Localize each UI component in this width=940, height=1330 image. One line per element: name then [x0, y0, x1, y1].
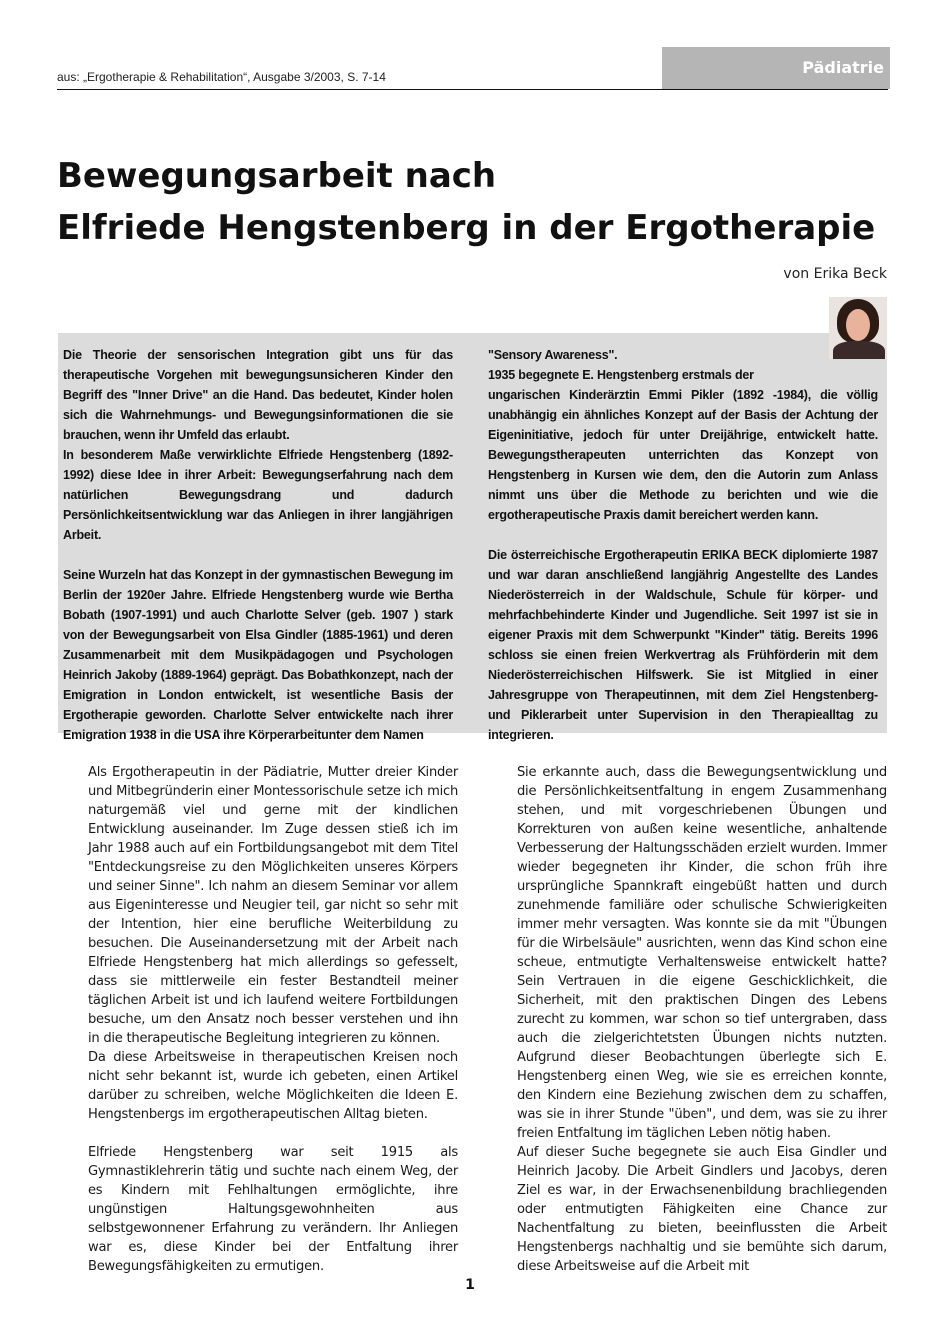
body-paragraph: Elfriede Hengstenberg war seit 1915 als Gymnastiklehrerin tätig und suchte nach einem Weg, der es Kindern mit Fehlhaltungen ermöglichte, ihre ungünstigen Haltungsgewohnheiten aus selbstgewonnener Erfahrung zu verändern. Ihr Anliegen war es, diese Kinder bei der Entfaltung ihrer Bewegungsfähigkeiten zu ermutigen. [88, 1145, 458, 1274]
abstract-paragraph: 1935 begegnete E. Hengstenberg erstmals der [488, 368, 754, 382]
abstract-paragraph: Die österreichische Ergotherapeutin ERIKA BECK diplomierte 1987 und war daran anschließend langjährig Angestellte des Landes Niederösterreich in der Waldschule, Schule für körper- und mehrfachbehinderte Kinder und Jugendliche. Seit 1997 ist sie in eigener Praxis mit dem Schwerpunkt "Kinder" tätig. Bereits 1996 schloss sie einen freien Werkvertrag als Frühförderin mit dem Niederösterreichischen Hilfswerk. Sie ist Mitglied in einer Jahresgruppe von Therapeutinnen, mit dem Ziel Hengstenberg- und Piklerarbeit unter Supervision in den Therapiealltag zu integrieren. [488, 548, 878, 742]
body-paragraph: Als Ergotherapeutin in der Pädiatrie, Mutter dreier Kinder und Mitbegründerin einer Montessorischule setze ich mich naturgemäß viel und gerne mit der kindlichen Entwicklung auseinander. Im Zuge dessen stieß ich im Jahr 1988 auch auf ein Fortbildungsangebot mit dem Titel "Entdeckungsreise zu den Möglichkeiten unseres Körpers und seiner Sinne". Ich nahm an diesem Seminar vor allem aus Eigeninteresse und Neugier teil, gar nicht so sehr mit der Intention, hier eine berufliche Weiterbildung zu besuchen. Die Auseinandersetzung mit der Arbeit nach Elfriede Hengstenberg hat mich allerdings so gefesselt, dass sie mittlerweile ein fester Bestandteil meiner täglichen Arbeit ist und ich laufend weitere Fortbildungen besuche, um den Ansatz noch besser verstehen und ihn in die therapeutische Begleitung integrieren zu können. [88, 765, 458, 1046]
page-number: 1 [465, 1277, 475, 1293]
body-paragraph: Da diese Arbeitsweise in therapeutischen Kreisen noch nicht sehr bekannt ist, wurde ich gebeten, einen Artikel darüber zu schreiben, welche Möglichkeiten die Ideen E. Hengstenbergs im ergotherapeutischen Alltag bieten. [88, 1050, 458, 1122]
source-citation: aus: „Ergotherapie & Rehabilitation“, Ausgabe 3/2003, S. 7-14 [57, 70, 386, 84]
title-line-2: Elfriede Hengstenberg in der Ergotherapie [57, 208, 876, 248]
body-paragraph: Sie erkannte auch, dass die Bewegungsentwicklung und die Persönlichkeitsentfaltung in engem Zusammenhang stehen, und mit vorgeschriebenen Übungen und Korrekturen von außen keine wesentliche, anhaltende Verbesserung der Haltungsschäden erzielt wurden. Immer wieder begegneten ihr Kinder, die schon früh ihre ursprüngliche Spannkraft eingebüßt hatten und durch zunehmende familiäre oder schulische Schwierigkeiten immer mehr versagten. Was konnte sie da mit "Übungen für die Wirbelsäule" ausrichten, wenn das Kind schon eine scheue, entmutigte Verhaltensweise entwickelt hatte? Sein Vertrauen in die eigene Geschicklichkeit, die Sicherheit, mit den praktischen Dingen des Lebens zurecht zu kommen, war schon so tief untergraben, dass auch die zielgerichtetsten Übungen nichts nutzten. Aufgrund dieser Beobachtungen überlegte sich E. Hengstenberg einen Weg, wie sie es erreichen konnte, den Kindern eine Beziehung zwischen dem zu schaffen, was sie in ihrer Stunde "üben", und dem, was sie zu ihrer freien Entfaltung im täglichen Leben nötig haben. [517, 765, 887, 1141]
abstract-paragraph: In besonderem Maße verwirklichte Elfriede Hengstenberg (1892-1992) diese Idee in ihrer Arbeit: Bewegungserfahrung nach dem natürlichen Bewegungsdrang und dadurch Persönlichkeitsentwicklung war das Anliegen in ihrer langjährigen Arbeit. [63, 448, 453, 542]
author-photo [829, 297, 887, 359]
abstract-paragraph: ungarischen Kinderärztin Emmi Pikler (1892 -1984), die völlig unabhängig ein ähnliches Konzept auf der Basis der Achtung der Eigeninitiative, jedoch für unter Dreijährige, entwickelt hatte. Bewegungstherapeuten unterrichten das Konzept von Hengstenberg in Kursen wie dem, den die Autorin zum Anlass nimmt uns über die Methode zu berichten und wie die ergotherapeutische Praxis damit bereichert werden kann. [488, 388, 878, 522]
abstract-paragraph: Die Theorie der sensorischen Integration gibt uns für das therapeutische Vorgehen mit bewegungsunsicheren Kinder den Begriff des "Inner Drive" an die Hand. Das bedeutet, Kinder holen sich die Wahrnehmungs- und Bewegungsinformationen die sie brauchen, wenn ihr Umfeld das erlaubt. [63, 348, 453, 442]
abstract-left-column [63, 345, 453, 745]
body-right-column [517, 763, 887, 1276]
abstract-right-column [488, 345, 878, 745]
body-paragraph: Auf dieser Suche begegnete sie auch Eisa Gindler und Heinrich Jacoby. Die Arbeit Gindlers und Jacobys, deren Ziel es war, in der Erwachsenenbildung brachliegenden oder entmutigten Fähigkeiten eine Chance zur Nachentfaltung zu bieten, beeinflussten die Arbeit Hengstenbergs nachhaltig und sie bemühte sich darum, diese Arbeitsweise auf die Arbeit mit [517, 1145, 887, 1274]
author-byline: von Erika Beck [783, 266, 887, 282]
title-line-1: Bewegungsarbeit nach [57, 156, 497, 196]
abstract-paragraph: "Sensory Awareness". [488, 348, 618, 362]
header-divider [57, 89, 888, 90]
article-title [57, 150, 897, 254]
section-label: Pädiatrie [662, 47, 890, 89]
abstract-paragraph: Seine Wurzeln hat das Konzept in der gymnastischen Bewegung im Berlin der 1920er Jahre. Elfriede Hengstenberg wurde wie Bertha Bobath (1907-1991) und auch Charlotte Selver (geb. 1907 ) stark von der Bewegungsarbeit von Elsa Gindler (1885-1961) und deren Zusammenarbeit mit dem Musikpädagogen und Psychologen Heinrich Jakoby (1889-1964) geprägt. Das Bobathkonzept, nach der Emigration in London entwickelt, ist wesentliche Basis der Ergotherapie geworden. Charlotte Selver entwickelte nach ihrer Emigration 1938 in die USA ihre Körperarbeitunter dem Namen [63, 568, 453, 742]
body-left-column [88, 763, 458, 1276]
abstract-box [58, 333, 887, 742]
